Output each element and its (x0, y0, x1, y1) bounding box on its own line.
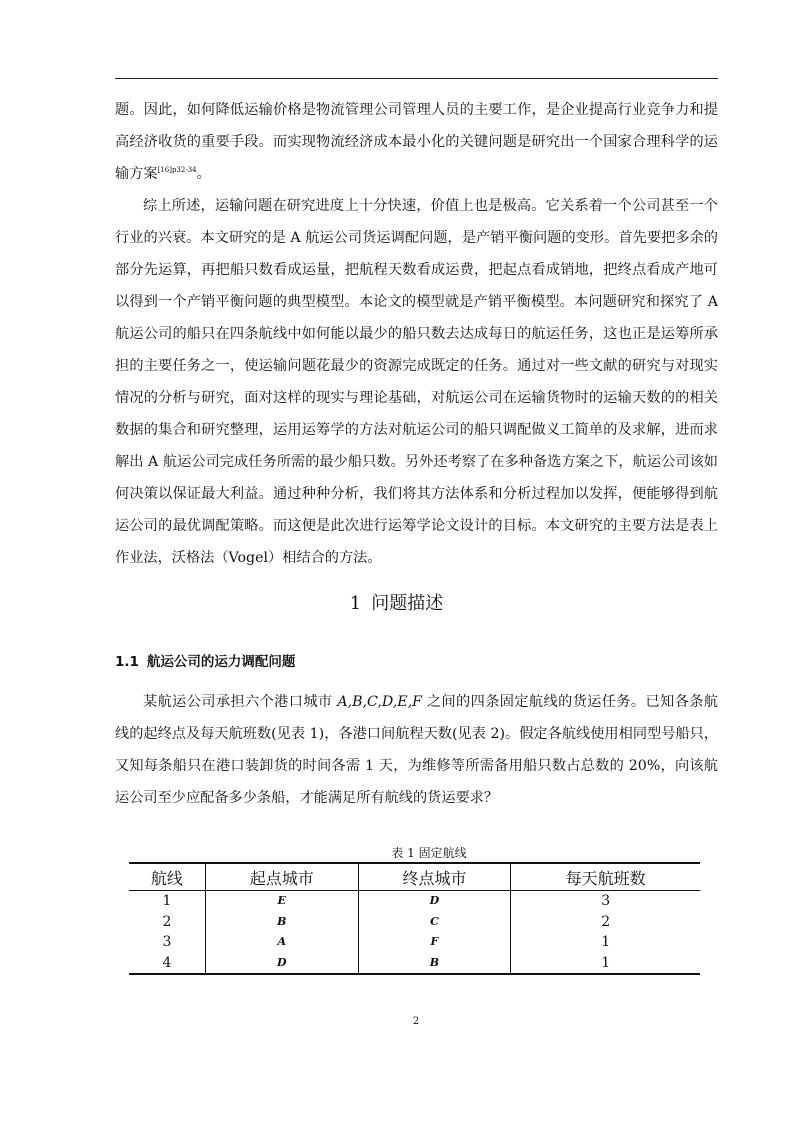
cell-route: 3 (162, 934, 172, 951)
cell-route: 4 (162, 954, 172, 971)
table-row (129, 953, 700, 975)
cell-daily-flights: 2 (511, 912, 700, 933)
paragraph-problem (115, 686, 718, 814)
cell-daily-flights: 1 (511, 932, 700, 953)
cell-destination: B (358, 953, 511, 975)
cell-daily-flights: 1 (511, 953, 700, 975)
header-origin: 起点城市 (205, 863, 358, 891)
header-rule (115, 78, 718, 79)
cell-origin: E (205, 891, 358, 912)
cell-destination: F (358, 932, 511, 953)
table-row (129, 891, 700, 912)
cell-route: 1 (162, 893, 172, 910)
subsection-number: 1.1 (115, 654, 139, 670)
cell-origin: D (205, 953, 358, 975)
problem-text-before: 某航运公司承担六个港口城市 (143, 694, 338, 710)
page-number: 2 (412, 1016, 420, 1027)
cell-daily-flights: 3 (511, 891, 700, 912)
table-row (129, 932, 700, 953)
problem-cities: A,B,C,D,E,F (337, 694, 422, 710)
subsection-heading (115, 652, 295, 672)
cell-destination: D (358, 891, 511, 912)
paragraph-text-tail: 。 (196, 166, 211, 182)
paragraph-intro-tail (115, 94, 718, 190)
problem-text-after: 之间的四条固定航线的货运任务。已知各条航线的起终点及每天航班数(见表 1)，各港口间航程天数(见表 2)。假定各航线使用相同型号船只，又知每条船只在港口装卸货的时间各需 1 天，为维修等所需备用船只数占总数的 20%，向该航运公司至少应配备多少条船，才能满足所有航线的货运要求？ (115, 694, 718, 806)
subsection-title: 航运公司的运力调配问题 (146, 654, 296, 670)
cell-origin: B (205, 912, 358, 933)
table-row (129, 912, 700, 933)
header-daily-flights: 每天航班数 (511, 863, 700, 891)
section-heading (0, 591, 793, 617)
header-destination: 终点城市 (358, 863, 511, 891)
paragraph-summary: 综上所述，运输问题在研究进度上十分快速，价值上也是极高。它关系着一个公司甚至一个行业的兴衰。本文研究的是 A 航运公司货运调配问题，是产销平衡问题的变形。首先要把多余的部分先运算，再把船只数看成运量，把航程天数看成运费，把起点看成销地，把终点看成产地可以得到一个产销平衡问题的典型模型。本论文的模型就是产销平衡模型。本问题研究和探究了 A 航运公司的船只在四条航线中如何能以最少的船只数去达成每日的航运任务，这也正是运筹所承担的主要任务之一，使运输问题花最少的资源完成既定的任务。通过对一些文献的研究与对现实情况的分析与研究，面对这样的现实与理论基础，对航运公司在运输货物时的运输天数的的相关数据的集合和研究整理，运用运筹学的方法对航运公司的船只调配做义工简单的及求解，进而求解出 A 航运公司完成任务所需的最少船只数。另外还考察了在多种备选方案之下，航运公司该如何决策以保证最大利益。通过种种分析，我们将其方法体系和分析过程加以发挥，便能够得到航运公司的最优调配策略。而这便是此次进行运筹学论文设计的目标。本文研究的主要方法是表上作业法，沃格法（Vogel）相结合的方法。 (115, 198, 718, 566)
table-header-row (129, 863, 700, 891)
table-caption: 表 1 固定航线 (391, 846, 467, 860)
cell-destination: C (358, 912, 511, 933)
section-number: 1 (349, 593, 362, 614)
citation: [16]p32-34 (157, 166, 197, 174)
cell-origin: A (205, 932, 358, 953)
paragraph-text: 题。因此，如何降低运输价格是物流管理公司管理人员的主要工作，是企业提高行业竞争力和提高经济收货的重要手段。而实现物流经济成本最小化的关键问题是研究出一个国家合理科学的运输方案 (115, 102, 718, 182)
header-route: 航线 (129, 863, 205, 891)
section-title: 问题描述 (371, 593, 444, 614)
cell-route: 2 (162, 913, 172, 930)
routes-table (129, 862, 700, 975)
